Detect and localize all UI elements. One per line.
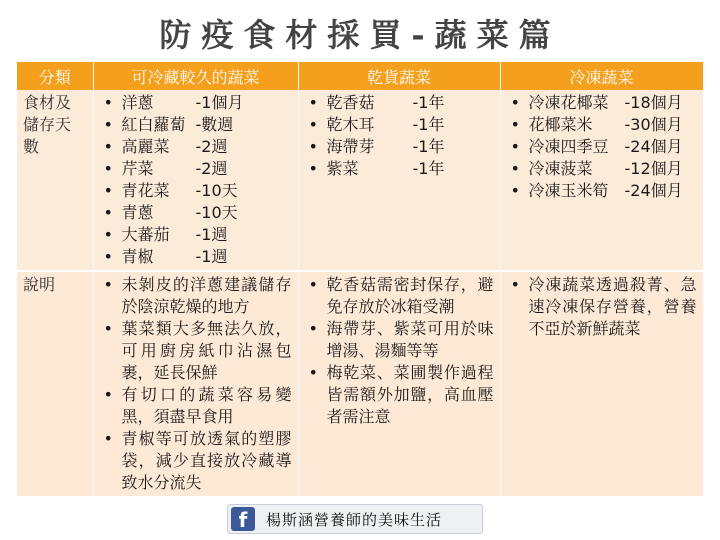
note-item: • 乾香菇需密封保存，避免存放於冰箱受潮 <box>319 274 494 318</box>
list-item <box>114 224 292 246</box>
list-item <box>114 92 292 114</box>
item-name: • 海帶芽 <box>326 137 375 156</box>
list-item <box>319 158 494 180</box>
refrigerated-items-cell <box>93 90 298 271</box>
row-label-notes: 說明 <box>17 271 93 496</box>
list-item <box>114 202 292 224</box>
item-time: -數週 <box>195 115 234 134</box>
item-time: -24個月 <box>624 181 683 200</box>
item-time: -2週 <box>195 137 228 156</box>
item-time: -2週 <box>195 159 228 178</box>
header-refrigerated: 可冷藏較久的蔬菜 <box>93 62 298 90</box>
item-time: -18個月 <box>624 93 683 112</box>
item-name: • 花椰菜米 <box>528 115 593 134</box>
list-item <box>521 180 697 202</box>
item-name: • 高麗菜 <box>121 137 170 156</box>
item-name: • 紫菜 <box>326 159 359 178</box>
list-item <box>114 136 292 158</box>
item-time: -1週 <box>195 225 228 244</box>
list-item <box>319 136 494 158</box>
item-time: -24個月 <box>624 137 683 156</box>
list-item <box>319 114 494 136</box>
frozen-notes-cell <box>500 271 703 496</box>
row-label-storage: 食材及儲存天數 <box>17 90 93 271</box>
list-item <box>521 136 697 158</box>
header-category: 分類 <box>17 62 93 90</box>
item-name: • 冷凍菠菜 <box>528 159 593 178</box>
note-item: • 青椒等可放透氣的塑膠袋，減少直接放冷藏導致水分流失 <box>114 428 292 494</box>
table-header-row <box>17 62 703 90</box>
item-name: • 乾香菇 <box>326 93 375 112</box>
item-time: -12個月 <box>624 159 683 178</box>
item-time: -1個月 <box>195 93 244 112</box>
note-item: • 梅乾菜、菜圃製作過程皆需額外加鹽，高血壓者需注意 <box>319 362 494 428</box>
list-item <box>114 158 292 180</box>
note-item: • 冷凍蔬菜透過殺菁、急速冷凍保存營養，營養不亞於新鮮蔬菜 <box>521 274 697 340</box>
header-frozen: 冷凍蔬菜 <box>500 62 703 90</box>
facebook-icon: f <box>231 507 255 531</box>
list-item <box>521 158 697 180</box>
item-name: • 冷凍花椰菜 <box>528 93 609 112</box>
note-item: • 葉菜類大多無法久放，可用廚房紙巾沾濕包裹，延長保鮮 <box>114 318 292 384</box>
list-item <box>114 246 292 268</box>
vegetable-storage-table <box>17 62 704 496</box>
list-item <box>521 92 697 114</box>
item-name: • 青花菜 <box>121 181 170 200</box>
header-dried: 乾貨蔬菜 <box>298 62 500 90</box>
item-name: • 洋蔥 <box>121 93 154 112</box>
dried-notes-cell <box>298 271 500 496</box>
item-time: -30個月 <box>624 115 683 134</box>
item-name: • 青椒 <box>121 247 154 266</box>
item-time: -1年 <box>412 93 445 112</box>
item-time: -1年 <box>412 115 445 134</box>
facebook-page-badge[interactable] <box>227 504 483 534</box>
item-name: • 冷凍四季豆 <box>528 137 609 156</box>
item-time: -1週 <box>195 247 228 266</box>
note-item: • 有切口的蔬菜容易變黑，須盡早食用 <box>114 384 292 428</box>
refrigerated-notes-cell <box>93 271 298 496</box>
dried-items-cell <box>298 90 500 271</box>
list-item <box>521 114 697 136</box>
item-name: • 乾木耳 <box>326 115 375 134</box>
item-name: • 大蕃茄 <box>121 225 170 244</box>
item-name: • 紅白蘿蔔 <box>121 115 186 134</box>
list-item <box>114 180 292 202</box>
item-time: -10天 <box>195 181 238 200</box>
item-name: • 冷凍玉米筍 <box>528 181 609 200</box>
item-time: -1年 <box>412 137 445 156</box>
item-time: -10天 <box>195 203 238 222</box>
item-name: • 芹菜 <box>121 159 154 178</box>
badge-text: 楊斯涵營養師的美味生活 <box>266 511 443 529</box>
item-name: • 青蔥 <box>121 203 154 222</box>
list-item <box>319 92 494 114</box>
note-item: • 未剝皮的洋蔥建議儲存於陰涼乾燥的地方 <box>114 274 292 318</box>
note-item: • 海帶芽、紫菜可用於味增湯、湯麵等等 <box>319 318 494 362</box>
table-row-notes <box>17 271 703 496</box>
page-title: 防疫食材採買-蔬菜篇 <box>159 16 561 54</box>
table-row-storage <box>17 90 703 271</box>
item-time: -1年 <box>412 159 445 178</box>
frozen-items-cell <box>500 90 703 271</box>
list-item <box>114 114 292 136</box>
